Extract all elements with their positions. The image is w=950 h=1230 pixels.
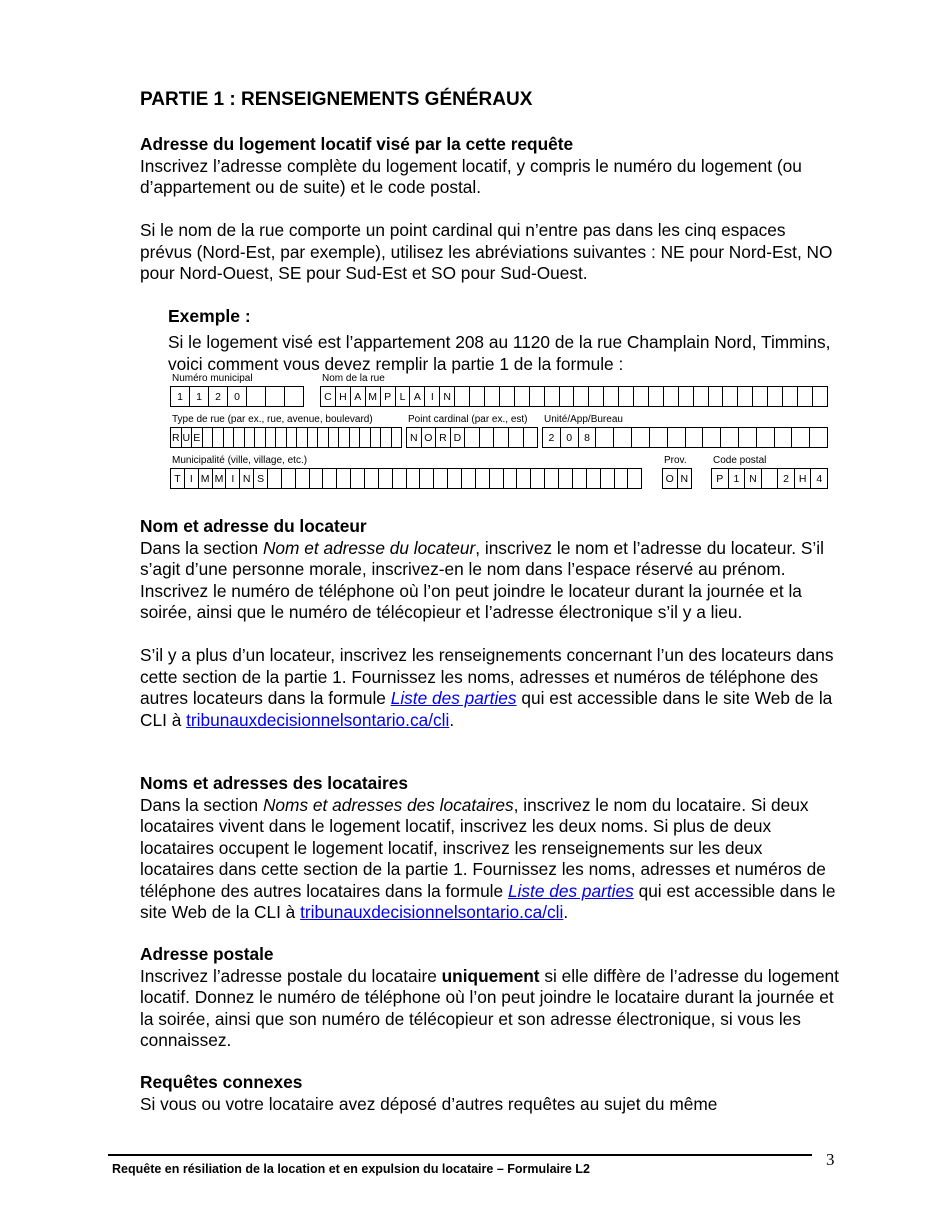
char-box	[381, 428, 392, 447]
char-box	[234, 428, 245, 447]
char-box	[517, 469, 531, 488]
char-box: 0	[228, 387, 247, 406]
char-box: E	[192, 428, 203, 447]
char-box	[664, 387, 679, 406]
section-heading: Adresse du logement locatif visé par la cette requête	[140, 134, 574, 154]
char-box: N	[407, 428, 422, 447]
char-box	[810, 428, 827, 447]
char-box: R	[436, 428, 451, 447]
char-box	[485, 387, 500, 406]
text-run: si elle diffère de l’adresse du logement locatif. Donnez le numéro de téléphone où l’on peut joindre le locataire durant la journée et la soirée, ainsi que son numéro de télécopieur et son adresse électronique, si vous les connaissez.	[140, 965, 839, 1050]
char-box	[509, 428, 524, 447]
example-text: Si le logement visé est l’appartement 208 au 1120 de la rue Champlain Nord, Timmins, voici comment vous devez remplir la partie 1 de la formule :	[168, 332, 831, 374]
char-box	[545, 469, 559, 488]
char-box	[224, 428, 235, 447]
char-box	[757, 428, 775, 447]
char-box	[213, 428, 224, 447]
char-box	[632, 428, 650, 447]
text-run-italic: Nom et adresse du locateur	[262, 537, 476, 558]
char-box	[276, 428, 287, 447]
char-box	[614, 428, 632, 447]
char-box: T	[171, 469, 185, 488]
text-run: Inscrivez l’adresse postale du locataire	[140, 965, 442, 986]
char-box	[448, 469, 462, 488]
paragraph	[140, 645, 840, 731]
char-box	[203, 428, 214, 447]
char-box	[798, 387, 813, 406]
char-box	[268, 469, 282, 488]
char-box: 1	[190, 387, 209, 406]
municipality-boxes	[170, 468, 642, 489]
char-box: 2	[209, 387, 228, 406]
section-heading: Adresse postale	[140, 944, 274, 964]
example-block	[168, 306, 838, 375]
text-run: .	[449, 709, 455, 730]
char-box	[462, 469, 476, 488]
char-box	[573, 469, 587, 488]
char-box: 1	[729, 469, 746, 488]
char-box	[465, 428, 480, 447]
field-label-unit: Unité/App/Bureau	[544, 414, 623, 425]
list-of-parties-link[interactable]: Liste des parties	[390, 688, 517, 708]
field-label-province: Prov.	[664, 455, 687, 466]
char-box	[515, 387, 530, 406]
paragraph	[140, 795, 840, 924]
char-box	[490, 469, 504, 488]
char-box	[255, 428, 266, 447]
char-box	[768, 387, 783, 406]
paragraph	[140, 966, 840, 1052]
list-of-parties-link[interactable]: Liste des parties	[507, 880, 634, 901]
char-box	[318, 428, 329, 447]
section-heading: Nom et adresse du locateur	[140, 516, 367, 536]
char-box	[649, 387, 664, 406]
section-tenants	[140, 773, 840, 924]
text-run: , inscrivez le nom et l’adresse du locateur. S’il s’agit d’une personne morale, inscrivez-en le nom dans l’espace réservé au prénom. Inscrivez le numéro de téléphone où l’on peut joindre le locateur durant la journée et la soirée, ainsi que le numéro de télécopieur et l’adresse électronique s’il y a lieu.	[140, 537, 824, 622]
section-heading: Noms et adresses des locataires	[140, 773, 409, 793]
char-box	[596, 428, 614, 447]
char-box	[813, 387, 827, 406]
char-box	[721, 428, 739, 447]
char-box	[308, 428, 319, 447]
char-box: 0	[561, 428, 579, 447]
char-box: U	[182, 428, 193, 447]
char-box: N	[240, 469, 254, 488]
char-box: N	[440, 387, 455, 406]
char-box	[530, 387, 545, 406]
ltb-website-link[interactable]: tribunauxdecisionnelsontario.ca/cli	[186, 709, 450, 730]
char-box	[310, 469, 324, 488]
text-run: Dans la section	[140, 537, 263, 558]
text-run: .	[563, 902, 569, 922]
char-box	[545, 387, 560, 406]
char-box	[619, 387, 634, 406]
char-box	[634, 387, 649, 406]
char-box	[753, 387, 768, 406]
field-label-street-name: Nom de la rue	[322, 373, 385, 384]
char-box	[531, 469, 545, 488]
char-box	[329, 428, 340, 447]
section-related-applications	[140, 1072, 840, 1115]
char-box	[351, 469, 365, 488]
text-run: Dans la section	[140, 794, 263, 815]
char-box: M	[199, 469, 213, 488]
char-box	[723, 387, 738, 406]
char-box	[739, 428, 757, 447]
char-box	[574, 387, 589, 406]
char-box: S	[254, 469, 268, 488]
field-label-street-type: Type de rue (par ex., rue, avenue, boulevard)	[172, 414, 373, 425]
text-run-italic: Noms et adresses des locataires	[262, 794, 514, 815]
char-box	[709, 387, 724, 406]
char-box	[247, 387, 266, 406]
field-label-street-number: Numéro municipal	[172, 373, 253, 384]
char-box	[407, 469, 421, 488]
char-box	[350, 428, 361, 447]
char-box	[420, 469, 434, 488]
char-box	[504, 469, 518, 488]
char-box	[266, 428, 277, 447]
char-box	[339, 428, 350, 447]
postal-code-boxes	[711, 468, 828, 489]
footer-text: Requête en résiliation de la location et en expulsion du locataire – Formulaire L2	[112, 1162, 590, 1176]
char-box	[434, 469, 448, 488]
char-box	[323, 469, 337, 488]
text-run-bold: uniquement	[441, 965, 540, 986]
char-box: D	[451, 428, 466, 447]
char-box	[476, 469, 490, 488]
char-box	[783, 387, 798, 406]
char-box	[365, 469, 379, 488]
text-run: S’il y a plus d’un locateur, inscrivez les renseignements concernant l’un des locateurs dans cette section de la partie 1. Fournissez les noms, adresses et numéros de téléphone des autres locateurs dans la formule	[140, 645, 834, 708]
char-box: 8	[579, 428, 597, 447]
char-box	[379, 469, 393, 488]
paragraph: Inscrivez l’adresse complète du logement locatif, y compris le numéro du logement (ou d’appartement ou de suite) et le code postal.	[140, 155, 802, 197]
field-label-municipality: Municipalité (ville, village, etc.)	[172, 455, 308, 466]
char-box	[371, 428, 382, 447]
char-box: P	[712, 469, 729, 488]
char-box	[604, 387, 619, 406]
char-box	[775, 428, 793, 447]
section-rental-address	[140, 134, 840, 285]
street-name-boxes	[320, 386, 828, 407]
char-box	[792, 428, 810, 447]
field-label-direction: Point cardinal (par ex., est)	[408, 414, 528, 425]
char-box	[703, 428, 721, 447]
text-run: qui est accessible dans le site Web de la CLI à	[140, 688, 833, 730]
char-box: I	[425, 387, 440, 406]
street-number-boxes	[170, 386, 304, 407]
char-box	[297, 428, 308, 447]
char-box: H	[795, 469, 812, 488]
direction-boxes	[406, 427, 538, 448]
char-box: I	[226, 469, 240, 488]
char-box: M	[366, 387, 381, 406]
char-box	[266, 387, 285, 406]
text-run: qui est accessible dans le site Web de la CLI à	[140, 880, 836, 922]
section-landlord	[140, 516, 840, 731]
field-label-postal-code: Code postal	[713, 455, 767, 466]
char-box	[615, 469, 629, 488]
example-heading: Exemple :	[168, 306, 251, 326]
char-box: C	[321, 387, 336, 406]
char-box: N	[680, 472, 689, 485]
char-box	[686, 428, 704, 447]
char-box	[282, 469, 296, 488]
char-box	[480, 428, 495, 447]
char-box: O	[663, 469, 678, 488]
char-box	[500, 387, 515, 406]
char-box	[589, 387, 604, 406]
char-box	[628, 469, 641, 488]
paragraph: Si le nom de la rue comporte un point cardinal qui n’entre pas dans les cinq espaces prévus (Nord-Est, par exemple), utilisez les abréviations suivantes : NE pour Nord-Est, NO pour Nord-Ouest, SE pour Sud-Est et SO pour Sud-Ouest.	[140, 220, 833, 283]
char-box	[393, 469, 407, 488]
char-box	[455, 387, 470, 406]
char-box: 2	[543, 428, 561, 447]
street-type-boxes	[170, 427, 402, 448]
char-box: 2	[778, 469, 795, 488]
char-box: 4	[816, 472, 823, 485]
char-box	[559, 469, 573, 488]
unit-boxes	[542, 427, 828, 448]
char-box	[560, 387, 575, 406]
char-box: I	[185, 469, 199, 488]
char-box: P	[381, 387, 396, 406]
char-box	[601, 469, 615, 488]
province-boxes	[662, 468, 692, 489]
ltb-website-link[interactable]: tribunauxdecisionnelsontario.ca/cli	[300, 902, 564, 922]
char-box	[524, 428, 538, 447]
paragraph: Si vous ou votre locataire avez déposé d’autres requêtes au sujet du même	[140, 1093, 718, 1114]
page-title: PARTIE 1 : RENSEIGNEMENTS GÉNÉRAUX	[140, 89, 533, 110]
char-box: 1	[171, 387, 190, 406]
text-run: , inscrivez le nom du locataire. Si deux locataires vivent dans le logement locatif, inscrivez les deux noms. Si plus de deux locataires occupent le logement locatif, inscrivez les renseignements sur les deux locataires dans cette section de la partie 1. Fournissez les noms, adresses et numéros de téléphone des autres locataires dans la formule	[140, 794, 826, 901]
char-box	[245, 428, 256, 447]
char-box: H	[336, 387, 351, 406]
char-box: N	[745, 469, 762, 488]
char-box	[360, 428, 371, 447]
footer-rule	[108, 1154, 812, 1156]
char-box	[337, 469, 351, 488]
page-number: 3	[826, 1150, 835, 1169]
char-box	[679, 387, 694, 406]
char-box	[392, 428, 402, 447]
char-box	[494, 428, 509, 447]
char-box: L	[396, 387, 411, 406]
char-box	[285, 387, 303, 406]
char-box: A	[351, 387, 366, 406]
char-box: R	[171, 428, 182, 447]
char-box	[738, 387, 753, 406]
char-box: O	[422, 428, 437, 447]
char-box	[287, 428, 298, 447]
char-box	[470, 387, 485, 406]
char-box	[587, 469, 601, 488]
section-mailing-address	[140, 944, 840, 1052]
char-box	[694, 387, 709, 406]
char-box	[668, 428, 686, 447]
char-box: A	[410, 387, 425, 406]
char-box: M	[213, 469, 227, 488]
char-box	[296, 469, 310, 488]
section-heading: Requêtes connexes	[140, 1072, 303, 1092]
paragraph	[140, 538, 840, 624]
char-box	[650, 428, 668, 447]
char-box	[762, 469, 779, 488]
